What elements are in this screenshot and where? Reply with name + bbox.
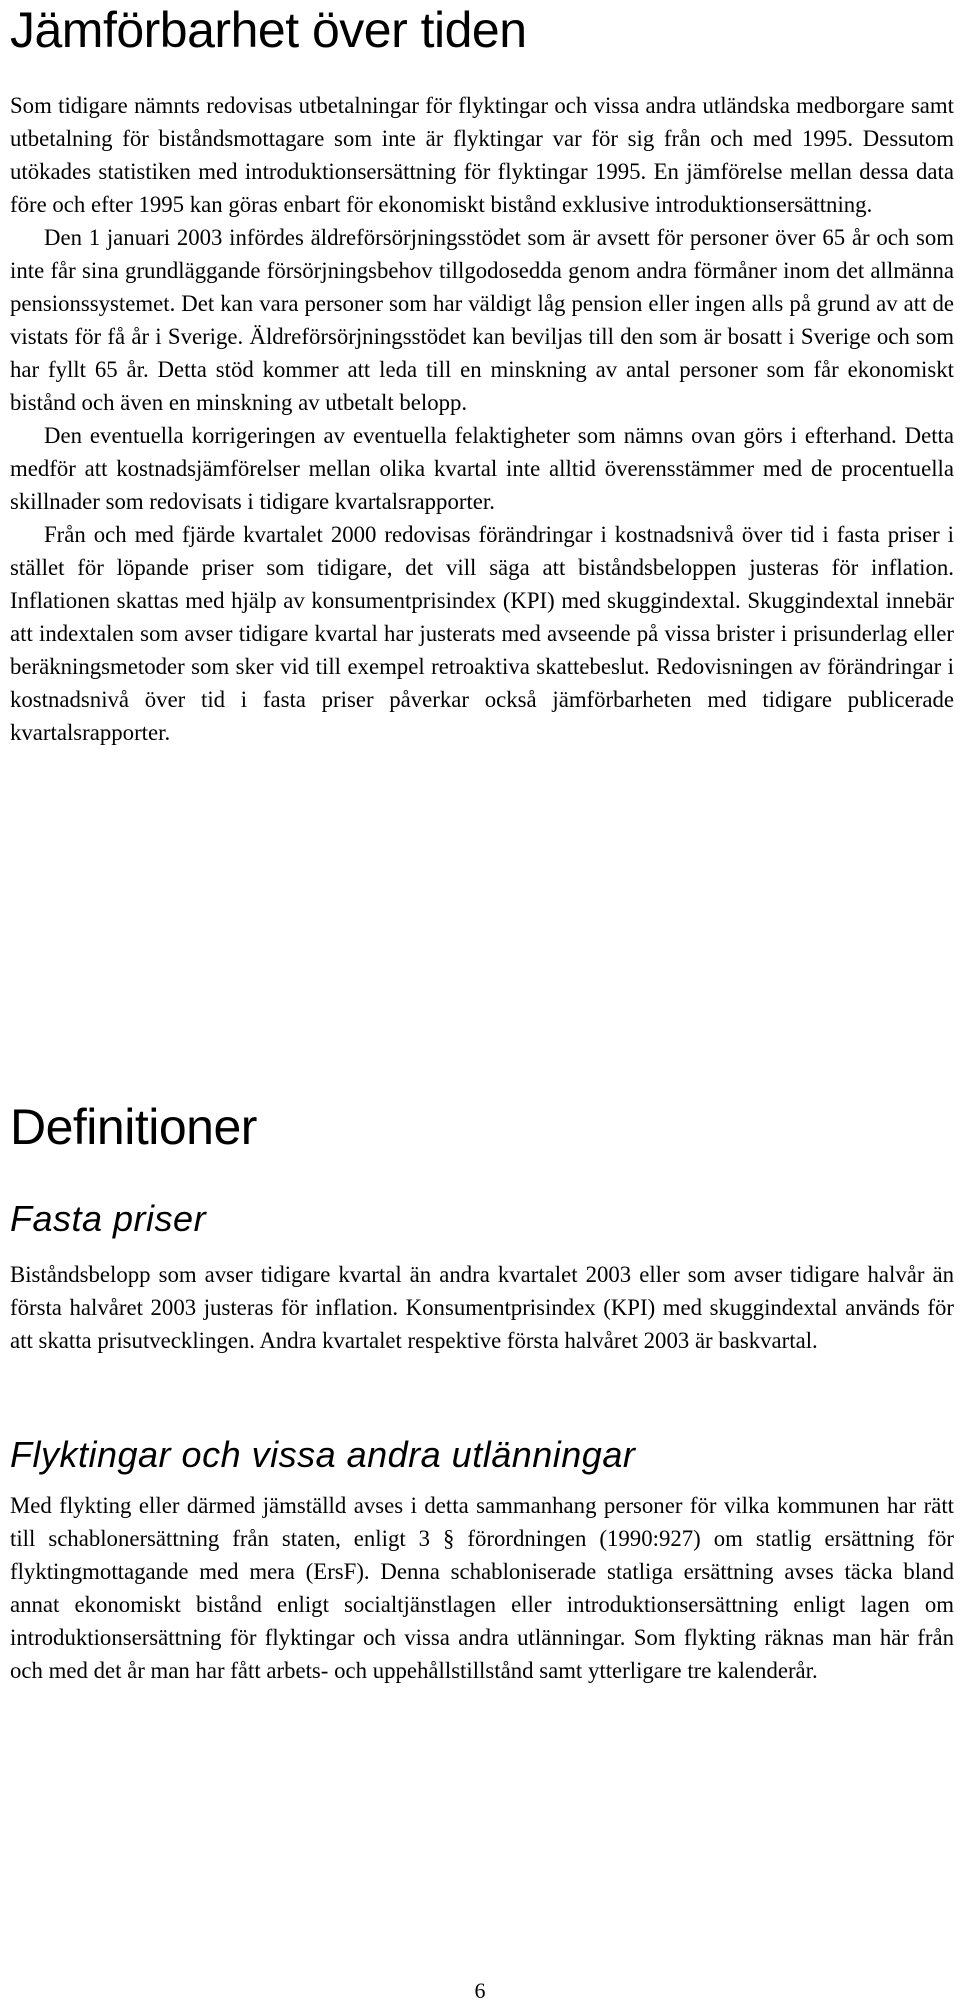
refugees-paragraph: Med flykting eller därmed jämställd avses i detta sammanhang personer för vilka kommunen har rätt till schablonersättning från staten, enligt 3 § förordningen (1990:927) om statlig ersättning för flyktingmottagande med mera (ErsF). Denna schabloniserade statliga ersättning avses täcka bland annat ekonomiskt bistånd enligt socialtjänstlagen eller introduktionsersättning enligt lagen om introduktionsersättning för flyktingar och vissa andra utlänningar. Som flykting räknas man här från och med det år man har fått arbets- och uppehållstillstånd samt ytterligare tre kalenderår. (10, 1493, 954, 1683)
section-title-comparability: Jämförbarhet över tiden (10, 2, 527, 58)
subsection-title-refugees: Flyktingar och vissa andra utlänningar (10, 1434, 636, 1475)
section-title-definitions: Definitioner (10, 1099, 257, 1155)
comparability-body (10, 89, 954, 749)
fixed-prices-body (10, 1258, 954, 1357)
paragraph-1: Som tidigare nämnts redovisas utbetalningar för flyktingar och vissa andra utländska medborgare samt utbetalning för biståndsmottagare som inte är flyktingar var för sig från och med 1995. Dessutom utökades statistiken med introduktionsersättning för flyktingar 1995. En jämförelse mellan dessa data före och efter 1995 kan göras enbart för ekonomiskt bistånd exklusive introduktionsersättning. (10, 93, 954, 217)
refugees-body (10, 1489, 954, 1687)
subsection-title-fixed-prices: Fasta priser (10, 1198, 207, 1239)
paragraph-3: Den eventuella korrigeringen av eventuella felaktigheter som nämns ovan görs i efterhand. Detta medför att kostnadsjämförelser mellan olika kvartal inte alltid överensstämmer med de procentuella skillnader som redovisats i tidigare kvartalsrapporter. (10, 423, 954, 514)
paragraph-4: Från och med fjärde kvartalet 2000 redovisas förändringar i kostnadsnivå över tid i fasta priser i stället för löpande priser som tidigare, det vill säga att biståndsbeloppen justeras för inflation. Inflationen skattas med hjälp av konsumentprisindex (KPI) med skuggindextal. Skuggindextal innebär att indextalen som avser tidigare kvartal har justerats med avseende på vissa brister i prisunderlag eller beräkningsmetoder som sker vid till exempel retroaktiva skattebeslut. Redovisningen av förändringar i kostnadsnivå över tid i fasta priser påverkar också jämförbarheten med tidigare publicerade kvartalsrapporter. (10, 522, 954, 745)
paragraph-2: Den 1 januari 2003 infördes äldreförsörjningsstödet som är avsett för personer över 65 år och som inte får sina grundläggande försörjningsbehov tillgodosedda genom andra förmåner inom det allmänna pensionssystemet. Det kan vara personer som har väldigt låg pension eller ingen alls på grund av att de vistats för få år i Sverige. Äldreförsörjningsstödet kan beviljas till den som är bosatt i Sverige och som har fyllt 65 år. Detta stöd kommer att leda till en minskning av antal personer som får ekonomiskt bistånd och även en minskning av utbetalt belopp. (10, 225, 954, 415)
fixed-prices-paragraph: Biståndsbelopp som avser tidigare kvartal än andra kvartalet 2003 eller som avser tidigare halvår än första halvåret 2003 justeras för inflation. Konsumentprisindex (KPI) med skuggindextal används för att skatta prisutvecklingen. Andra kvartalet respektive första halvåret 2003 är baskvartal. (10, 1262, 954, 1353)
page-number: 6 (474, 1978, 486, 2003)
